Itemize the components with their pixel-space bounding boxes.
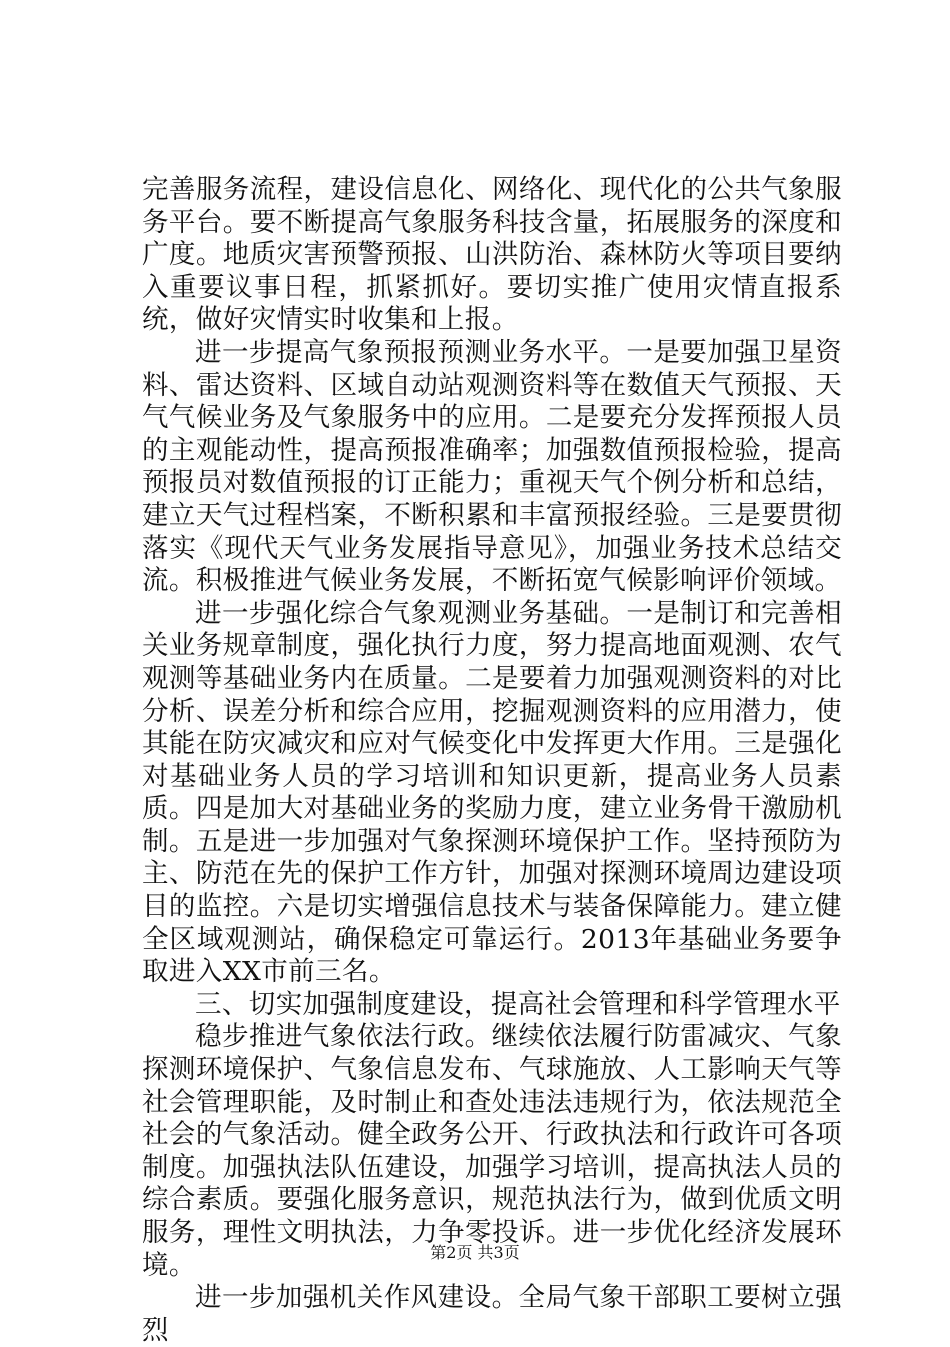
- paragraph-continuation: 完善服务流程，建设信息化、网络化、现代化的公共气象服务平台。要不断提高气象服务科技含量，拓展服务的深度和广度。地质灾害预警预报、山洪防治、森林防火等项目要纳入重要议事日程，抓紧抓好。要切实推广使用灾情直报系统，做好灾情实时收集和上报。: [142, 174, 842, 336]
- page-number: 第2页 共3页: [430, 1243, 520, 1262]
- paragraph-legal-admin: 稳步推进气象依法行政。继续依法履行防雷减灾、气象探测环境保护、气象信息发布、气球施放、人工影响天气等社会管理职能，及时制止和查处违法违规行为，依法规范全社会的气象活动。健全政务公开、行政执法和行政许可各项制度。加强执法队伍建设，加强学习培训，提高执法人员的综合素质。要强化服务意识，规范执法行为，做到优质文明服务，理性文明执法，力争零投诉。进一步优化经济发展环境。: [142, 1021, 842, 1281]
- paragraph-work-style: 进一步加强机关作风建设。全局气象干部职工要树立强烈: [142, 1282, 842, 1346]
- paragraph-forecast: 进一步提高气象预报预测业务水平。一是要加强卫星资料、雷达资料、区域自动站观测资料等在数值天气预报、天气气候业务及气象服务中的应用。二是要充分发挥预报人员的主观能动性，提高预报准确率；加强数值预报检验，提高预报员对数值预报的订正能力；重视天气个例分析和总结，建立天气过程档案，不断积累和丰富预报经验。三是要贯彻落实《现代天气业务发展指导意见》，加强业务技术总结交流。积极推进气候业务发展，不断拓宽气候影响评价领域。: [142, 336, 842, 597]
- section-heading: 三、切实加强制度建设，提高社会管理和科学管理水平: [195, 988, 841, 1020]
- document-body: [142, 174, 842, 1347]
- paragraph-observation: 进一步强化综合气象观测业务基础。一是制订和完善相关业务规章制度，强化执行力度，努力提高地面观测、农气观测等基础业务内在质量。二是要着力加强观测资料的对比分析、误差分析和综合应用，挖掘观测资料的应用潜力，使其能在防灾减灾和应对气候变化中发挥更大作用。三是强化对基础业务人员的学习培训和知识更新，提高业务人员素质。四是加大对基础业务的奖励力度，建立业务骨干激励机制。五是进一步加强对气象探测环境保护工作。坚持预防为主、防范在先的保护工作方针，加强对探测环境周边建设项目的监控。六是切实增强信息技术与装备保障能力。建立健全区域观测站，确保稳定可靠运行。2013年基础业务要争取进入XX市前三名。: [142, 597, 842, 988]
